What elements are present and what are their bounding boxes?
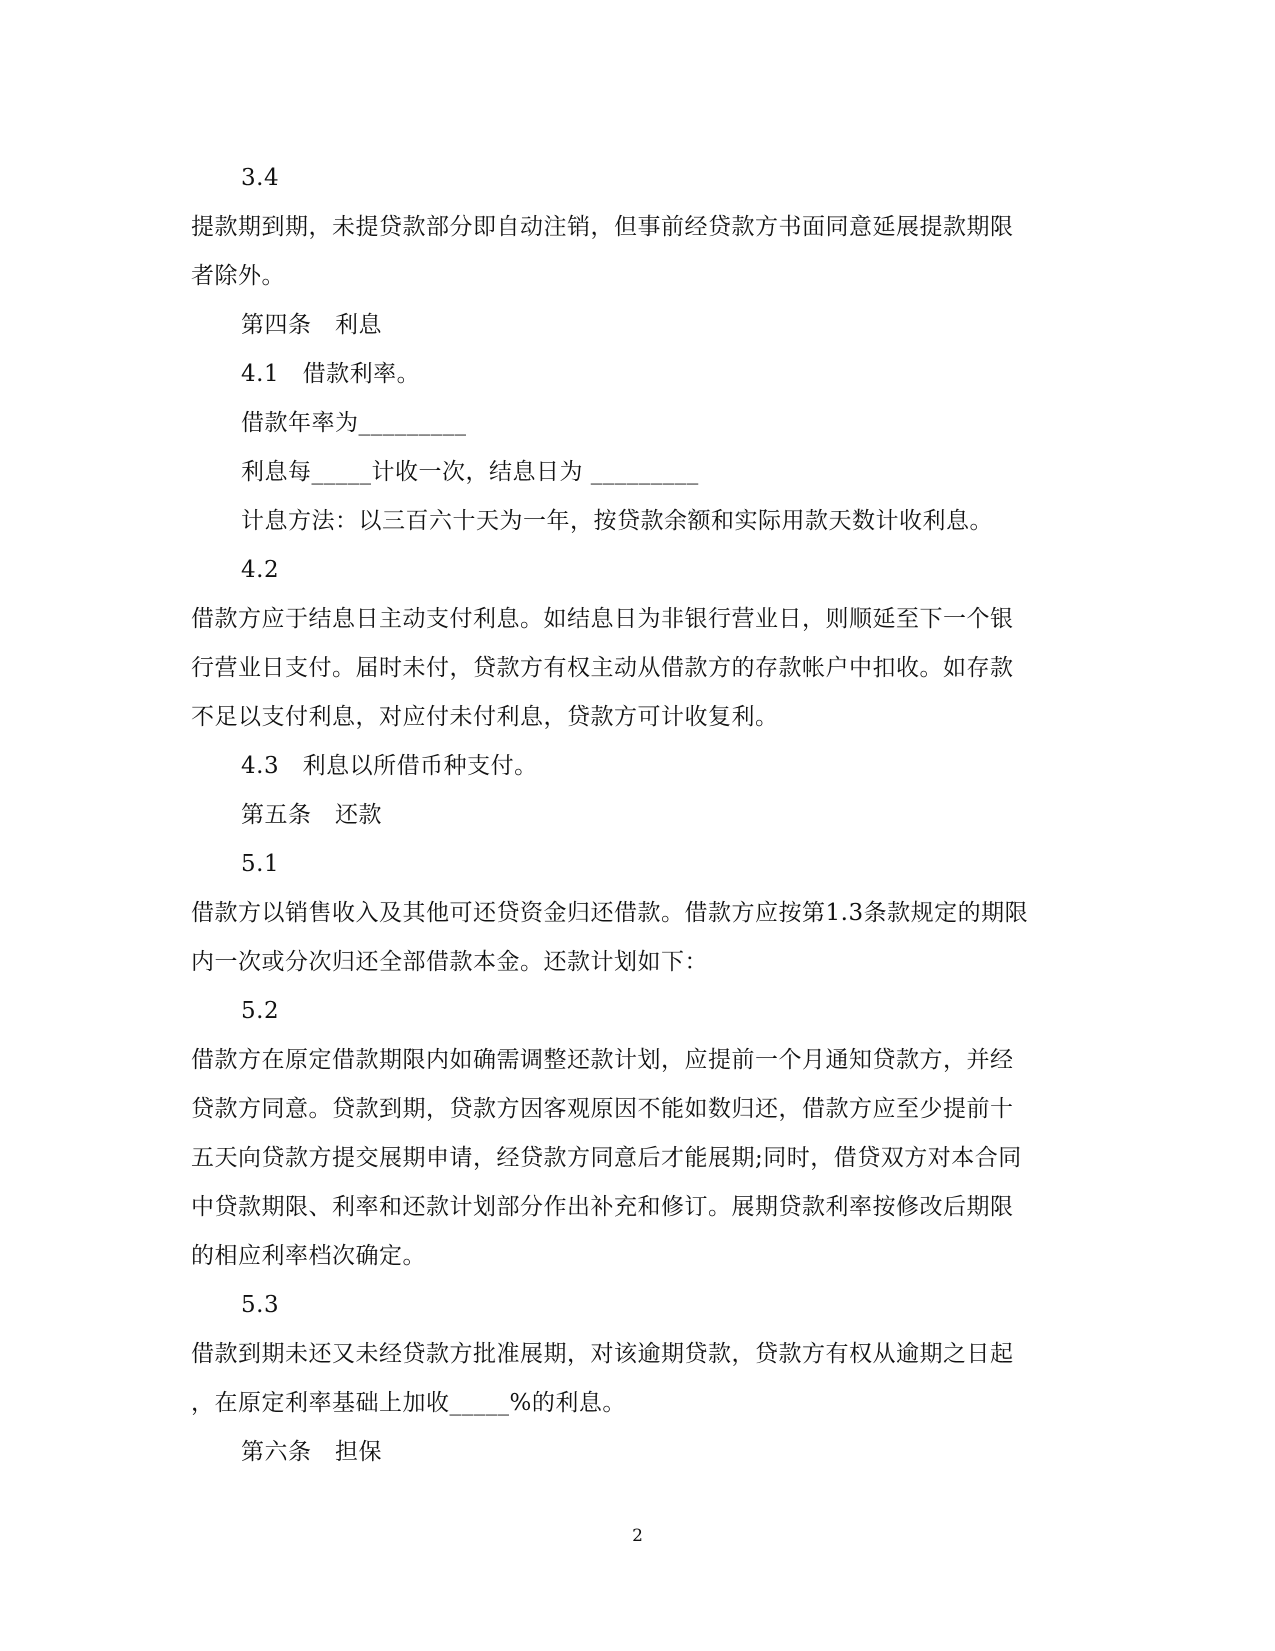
text-line: 五天向贷款方提交展期申请，经贷款方同意后才能展期;同时，借贷双方对本合同 [191, 1145, 1022, 1171]
text-line: 计息方法：以三百六十天为一年，按贷款余额和实际用款天数计收利息。 [241, 508, 993, 534]
text-line: 借款方在原定借款期限内如确需调整还款计划，应提前一个月通知贷款方，并经 [191, 1047, 1014, 1073]
text-line: 5.1 [241, 851, 280, 877]
text-line: 提款期到期，未提贷款部分即自动注销，但事前经贷款方书面同意延展提款期限 [191, 214, 1014, 240]
text-line: 不足以支付利息，对应付未付利息，贷款方可计收复利。 [191, 704, 779, 730]
text-line: 借款到期未还又未经贷款方批准展期，对该逾期贷款，贷款方有权从逾期之日起 [191, 1341, 1014, 1367]
text-line: 第四条 利息 [241, 312, 382, 338]
text-line: 行营业日支付。届时未付，贷款方有权主动从借款方的存款帐户中扣收。如存款 [191, 655, 1014, 681]
text-line: 4.2 [241, 557, 280, 583]
text-line: 5.2 [241, 998, 280, 1024]
text-line: 者除外。 [191, 263, 285, 289]
text-line: 贷款方同意。贷款到期，贷款方因客观原因不能如数归还，借款方应至少提前十 [191, 1096, 1014, 1122]
text-line: 第六条 担保 [241, 1439, 382, 1465]
text-line: 5.3 [241, 1292, 280, 1318]
text-line: 4.1 借款利率。 [241, 361, 421, 387]
text-line: 借款方应于结息日主动支付利息。如结息日为非银行营业日，则顺延至下一个银 [191, 606, 1014, 632]
text-line: 中贷款期限、利率和还款计划部分作出补充和修订。展期贷款利率按修改后期限 [191, 1194, 1014, 1220]
text-line: 内一次或分次归还全部借款本金。还款计划如下： [191, 949, 708, 975]
text-line: 4.3 利息以所借币种支付。 [241, 753, 538, 779]
page-number: 2 [632, 1526, 643, 1546]
text-line: 第五条 还款 [241, 802, 382, 828]
text-line: 3.4 [241, 165, 280, 191]
text-line: ，在原定利率基础上加收_____%的利息。 [191, 1390, 626, 1416]
text-line: 借款方以销售收入及其他可还贷资金归还借款。借款方应按第1.3条款规定的期限 [191, 900, 1029, 926]
text-line: 借款年率为_________ [241, 410, 467, 436]
text-line: 的相应利率档次确定。 [191, 1243, 426, 1269]
document-body [191, 154, 1081, 1477]
text-line: 利息每_____计收一次，结息日为 _________ [241, 459, 699, 485]
